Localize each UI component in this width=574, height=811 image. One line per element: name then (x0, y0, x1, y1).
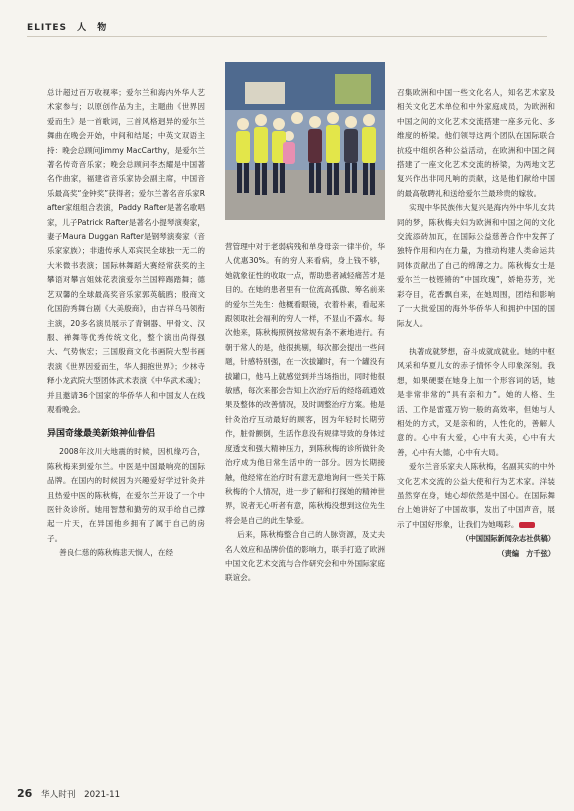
source-credit: （中国国际新闻杂志社供稿） (461, 534, 555, 544)
middle-paragraph-1: 营管理中对于老弱病残和单身母亲一律半价，华人优惠30%。有的穷人来看病，身上钱不够，她就象征性的收取一点，帮助患者减轻痛苦才是目的。在她的患者里有一位流高孤傲、筹名前来的爱尔兰先生：他概看眼镜，衣着朴素，看起来跟领取社会福利的穷人一样，不显山不露水。每次他来，陈秋梅照例按常规有条不紊地进行。有朝于常人的是，他很挑剔，每次都会提出一些问题，针感特别强，在一次拔罐时，有一个罐没有拔罐口，他马上就感觉到并当场指出，同时他很敏感，每次来都会告知上次治疗后的经络疏通效果及整体的改善情况，及时调整治疗方案。他是针灸治疗互动最好的顾客，因为年轻时长期劳作，脏骨颤倒，生活作息没有规律导致的身体过度透支和强大精神压力，到陈秋梅的诊所做针灸治疗成为他日常生活中的一部分。因为长期接触，他经常在治疗时有意无意地询问一些关于陈秋梅的个人情况，进一步了解和打探她的精神世界，说者无心听者有意，陈秋梅没想到这位先生将会是自己的此生挚爱。 (225, 242, 385, 525)
middle-column (225, 240, 385, 586)
right-paragraph-2: 实现中华民族伟大复兴是海内外中华儿女共同的梦，陈秋梅夫妇为欧洲和中国之间的文化交流添砖加瓦，在国际公益慈善合作中发挥了独特作用和内在力量，为推动构建人类命运共同体贡献出了自己的绵薄之力。陈秋梅女士是爱尔兰一枝铿锵的“中国玫瑰”，娇艳芬芳，光彩夺目，花香飘自来，在她周围，团结和影响了一大批爱国的海外华侨华人和拥护中国的国际友人。 (397, 203, 555, 328)
section-header (27, 20, 110, 33)
page-footer (17, 787, 120, 800)
group-photo-icon (225, 62, 385, 220)
right-paragraph-4 (397, 460, 555, 532)
brand-label: ELITES (27, 23, 68, 33)
article-subhead: 异国奇缘最美新娘神仙眷侣 (47, 429, 156, 440)
page-number: 26 (17, 787, 33, 800)
group-photo (225, 62, 385, 220)
left-paragraph-1: 总计超过百万收视率；爱尔兰和海内外华人艺术家参与；以原创作品为主，主题曲《世界因爱而生》是一首歌词，三首风格迥异的爱尔兰舞曲在晚会开始，中间和结尾；中英文双语主持：晚会总顾问Jimmy MacCarthy，是爱尔兰著名传奇音乐家；晚会总顾问李杰耀是中国著名作曲家，福建省音乐家协会副主席，中国音乐最高奖“金钟奖”获得者；爱尔兰著名音乐家Rafter家组组合表演，Paddy Rafter是著名歌唱家，儿子Patrick Rafter是著名小提琴演奏家，妻子Maura Duggan Rafter是钢琴演奏家（音乐家家族）；非遗传承人邓宾民全球独一无二的大米微书表演；国际林舞蹈大赛经常获奖的主攀语对攀言姐妹花表演爱尔兰国粹踢踏舞；德艺双馨的全球最高奖音乐家郭英毓鸥；殷商文化国韵秀舞台剧《大美殷商》，由吉祥乌马领衔主演，20多名演员展示了青铜器、甲骨文、汉服、禅舞等优秀传统文化，整个演出尚得强大、气势恢宏；三国殷商文化书画院大型书画表演《世界因爱而生，华人拥抱世界》；少林寺释小龙武院大型团体武术表演《中华武术魂》；并且邀请36个国家的华侨华人和中国友人在线观看晚会。 (47, 88, 205, 414)
left-paragraph-2: 2008年汶川大地震的时候，因机缘巧合，陈秋梅来到爱尔兰。中医是中国最响亮的国际品牌。在国内的时候因为兴趣爱好学过针灸并且热爱中医的陈秋梅，在爱尔兰开设了一个中医针灸诊所。她用智慧和勤劳的双手给自己撑起一片天，在异国他乡拥有了属于自己的房子。 (47, 447, 205, 543)
section-label: 人 物 (77, 23, 111, 33)
middle-paragraph-2: 后来，陈秋梅整合自己的人脉资源，及丈夫名人效应和品牌价值的影响力，联手打造了欧洲中国文化艺术交流与合作研究会和中外国际家庭联谊会。 (225, 530, 385, 583)
right-paragraph-4-text: 爱尔兰音乐家夫人陈秋梅，名副其实的中外文化艺术交流的公益大使和行为艺术家。洋装虽然穿在身，她心却依然是中国心。在国际舞台上她讲好了中国故事，发出了中国声音，展示了中国好形象，让我们为她喝彩。 (397, 462, 555, 529)
left-column (47, 86, 205, 561)
editor-credit: （责编 方千弦） (497, 548, 555, 558)
left-paragraph-3: 善良仁慈的陈秋梅悲天悯人，在经 (59, 548, 174, 558)
magazine-name: 华人时刊 (41, 790, 76, 800)
paragraph-gap (397, 331, 555, 345)
signature-stamp-icon (519, 522, 535, 528)
right-column (397, 86, 555, 561)
right-paragraph-3: 执著成就梦想，奋斗成就成就业。她的中枢风采和华夏儿女的赤子情怀令人印象深刻。我想，如果硬要在她身上加一个形容词的话，她是非常非常的“具有亲和力”。她的人格、生活、工作是雷霆万钧一般的高效率，但她与人相处的方式，又是亲和的，人性化的，善解人意的。心中有大爱，心中有大美，心中有大善，心中有大德，心中有大局。 (397, 346, 555, 457)
right-paragraph-1: 召集欧洲和中国一些文化名人，知名艺术家及相关文化艺术单位和中外家庭成员，为欧洲和中国之间的文化艺术交流搭建一座多元化、多维度的桥梁。他们领导这两个团队在国际联合抗疫中组织各种公益活动，在欧洲和中国之间搭建了一座文化艺术交流的桥梁，为两地文艺复兴作出非同凡响的贡献，这是他们献给中国的最高敬聘礼和送给爱尔兰最珍贵的嫁妆。 (397, 88, 555, 198)
issue-date: 2021-11 (84, 790, 121, 800)
header-divider (27, 36, 547, 37)
